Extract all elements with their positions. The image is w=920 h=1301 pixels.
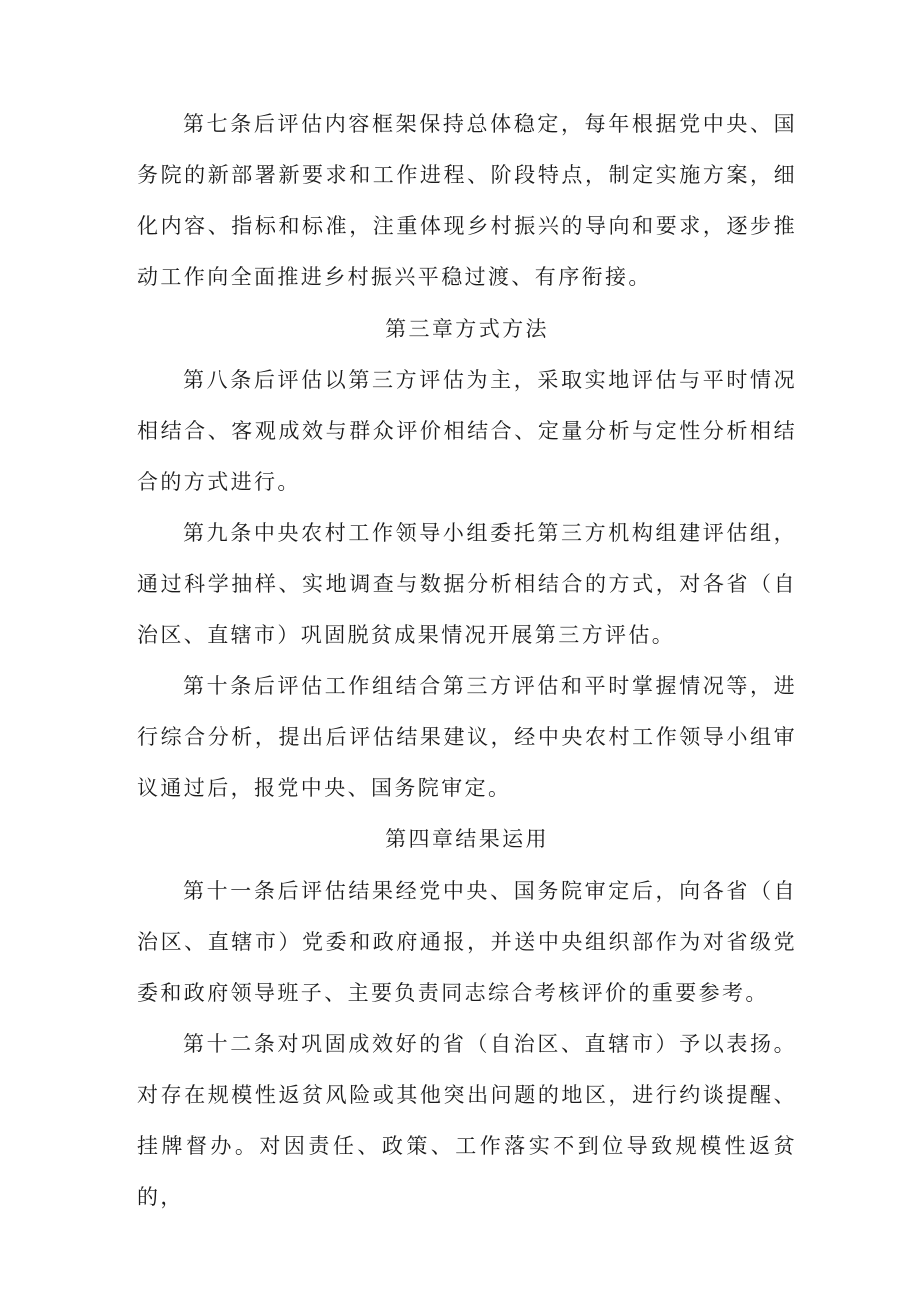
article-8-paragraph: 第八条后评估以第三方评估为主，采取实地评估与平时情况相结合、客观成效与群众评价相结合、定量分析与定性分析相结合的方式进行。 bbox=[137, 368, 797, 494]
article-12-paragraph: 第十二条对巩固成效好的省（自治区、直辖市）予以表扬。对存在规模性返贫风险或其他突出问题的地区，进行约谈提醒、挂牌督办。对因责任、政策、工作落实不到位导致规模性返贫的， bbox=[137, 1032, 797, 1209]
article-10-paragraph: 第十条后评估工作组结合第三方评估和平时掌握情况等，进行综合分析，提出后评估结果建议，经中央农村工作领导小组审议通过后，报党中央、国务院审定。 bbox=[137, 674, 797, 800]
article-9-paragraph: 第九条中央农村工作领导小组委托第三方机构组建评估组，通过科学抽样、实地调查与数据分析相结合的方式，对各省（自治区、直辖市）巩固脱贫成果情况开展第三方评估。 bbox=[137, 521, 797, 647]
document-page bbox=[137, 0, 797, 1301]
chapter-3-heading: 第三章方式方法 bbox=[385, 317, 549, 341]
article-7-paragraph: 第七条后评估内容框架保持总体稳定，每年根据党中央、国务院的新部署新要求和工作进程、阶段特点，制定实施方案，细化内容、指标和标准，注重体现乡村振兴的导向和要求，逐步推动工作向全面推进乡村振兴平稳过渡、有序衔接。 bbox=[137, 112, 797, 289]
chapter-4-heading: 第四章结果运用 bbox=[385, 827, 549, 851]
article-11-paragraph: 第十一条后评估结果经党中央、国务院审定后，向各省（自治区、直辖市）党委和政府通报，并送中央组织部作为对省级党委和政府领导班子、主要负责同志综合考核评价的重要参考。 bbox=[137, 879, 797, 1005]
